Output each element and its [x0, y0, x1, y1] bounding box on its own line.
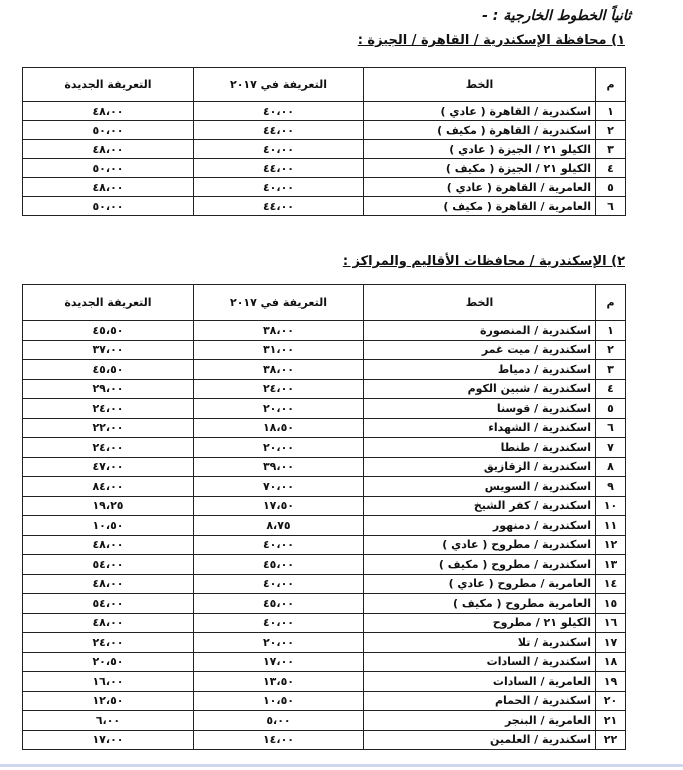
table-row — [23, 438, 626, 458]
route-name: اسكندرية / المنصورة — [364, 321, 596, 341]
old-fare: ٤٤،٠٠ — [194, 121, 364, 140]
row-index: ٥ — [596, 178, 626, 197]
scan-edge-divider — [0, 764, 683, 767]
old-fare: ٥،٠٠ — [194, 711, 364, 731]
row-index: ٢ — [596, 340, 626, 360]
old-fare: ٢٠،٠٠ — [194, 399, 364, 419]
old-fare: ٤٠،٠٠ — [194, 178, 364, 197]
new-fare: ١٩،٢٥ — [23, 496, 194, 516]
old-fare: ١٠،٥٠ — [194, 691, 364, 711]
fare-table-governorates — [22, 284, 626, 750]
new-fare: ٤٨،٠٠ — [23, 574, 194, 594]
new-fare: ٥٤،٠٠ — [23, 594, 194, 614]
old-fare: ٢٠،٠٠ — [194, 633, 364, 653]
new-fare: ٥٠،٠٠ — [23, 159, 194, 178]
old-fare: ١٤،٠٠ — [194, 730, 364, 750]
route-name: اسكندرية / السادات — [364, 652, 596, 672]
row-index: ٨ — [596, 457, 626, 477]
fare-table-cairo-giza — [22, 67, 626, 216]
old-fare: ٢٤،٠٠ — [194, 379, 364, 399]
old-fare: ٣٩،٠٠ — [194, 457, 364, 477]
row-index: ١٨ — [596, 652, 626, 672]
route-name: اسكندرية / مطروح ( مكيف ) — [364, 555, 596, 575]
row-index: ١٥ — [596, 594, 626, 614]
old-fare: ١٧،٥٠ — [194, 496, 364, 516]
route-name: العامرية / مطروح ( عادي ) — [364, 574, 596, 594]
row-index: ٥ — [596, 399, 626, 419]
route-name: اسكندرية / طنطا — [364, 438, 596, 458]
new-fare: ٤٥،٥٠ — [23, 321, 194, 341]
route-name: اسكندرية / الشهداء — [364, 418, 596, 438]
table-header-row — [23, 285, 626, 321]
table-row — [23, 555, 626, 575]
route-name: اسكندرية / دمنهور — [364, 516, 596, 536]
row-index: ١٧ — [596, 633, 626, 653]
table-row — [23, 321, 626, 341]
new-fare: ٤٨،٠٠ — [23, 535, 194, 555]
header-new-fare: التعريفة الجديدة — [23, 68, 194, 102]
route-name: العامرية / البنجر — [364, 711, 596, 731]
row-index: ١ — [596, 321, 626, 341]
section1-heading: ١) محافظة الإسكندرية / القاهرة / الجيزة : — [357, 33, 625, 48]
route-name: اسكندرية / تلا — [364, 633, 596, 653]
table-row — [23, 197, 626, 216]
header-idx: م — [596, 68, 626, 102]
table-row — [23, 672, 626, 692]
new-fare: ١٢،٥٠ — [23, 691, 194, 711]
route-name: اسكندرية / دمياط — [364, 360, 596, 380]
old-fare: ٨،٧٥ — [194, 516, 364, 536]
row-index: ٧ — [596, 438, 626, 458]
route-name: اسكندرية / الزقازيق — [364, 457, 596, 477]
row-index: ٢٢ — [596, 730, 626, 750]
old-fare: ٤٠،٠٠ — [194, 102, 364, 121]
old-fare: ٧٠،٠٠ — [194, 477, 364, 497]
row-index: ٩ — [596, 477, 626, 497]
route-name: العامرية مطروح ( مكيف ) — [364, 594, 596, 614]
header-idx: م — [596, 285, 626, 321]
route-name: العامرية / القاهرة ( عادي ) — [364, 178, 596, 197]
new-fare: ٤٥،٥٠ — [23, 360, 194, 380]
table-row — [23, 594, 626, 614]
row-index: ٢٠ — [596, 691, 626, 711]
table-row — [23, 340, 626, 360]
row-index: ٣ — [596, 360, 626, 380]
new-fare: ٥٠،٠٠ — [23, 197, 194, 216]
table-row — [23, 516, 626, 536]
row-index: ٣ — [596, 140, 626, 159]
new-fare: ٢٤،٠٠ — [23, 399, 194, 419]
new-fare: ٢٤،٠٠ — [23, 438, 194, 458]
row-index: ١٢ — [596, 535, 626, 555]
header-new-fare: التعريفة الجديدة — [23, 285, 194, 321]
route-name: الكيلو ٢١ / مطروح — [364, 613, 596, 633]
table-row — [23, 399, 626, 419]
old-fare: ٤٠،٠٠ — [194, 535, 364, 555]
route-name: اسكندرية / القاهرة ( عادي ) — [364, 102, 596, 121]
route-name: اسكندرية / قوسنا — [364, 399, 596, 419]
old-fare: ٤٥،٠٠ — [194, 555, 364, 575]
table-row — [23, 535, 626, 555]
new-fare: ٣٧،٠٠ — [23, 340, 194, 360]
new-fare: ١٦،٠٠ — [23, 672, 194, 692]
old-fare: ١٣،٥٠ — [194, 672, 364, 692]
row-index: ١٦ — [596, 613, 626, 633]
new-fare: ٤٧،٠٠ — [23, 457, 194, 477]
new-fare: ١٧،٠٠ — [23, 730, 194, 750]
page-title: ثانياً الخطوط الخارجية : - — [482, 8, 631, 24]
new-fare: ٤٨،٠٠ — [23, 102, 194, 121]
row-index: ١١ — [596, 516, 626, 536]
row-index: ٢١ — [596, 711, 626, 731]
table-row — [23, 457, 626, 477]
row-index: ١ — [596, 102, 626, 121]
route-name: اسكندرية / القاهرة ( مكيف ) — [364, 121, 596, 140]
header-route: الخط — [364, 68, 596, 102]
table-row — [23, 496, 626, 516]
route-name: الكيلو ٢١ / الجيزة ( مكيف ) — [364, 159, 596, 178]
route-name: اسكندرية / مطروح ( عادي ) — [364, 535, 596, 555]
route-name: اسكندرية / الحمام — [364, 691, 596, 711]
old-fare: ٣٨،٠٠ — [194, 321, 364, 341]
table-row — [23, 691, 626, 711]
new-fare: ٦،٠٠ — [23, 711, 194, 731]
row-index: ٤ — [596, 159, 626, 178]
table-row — [23, 360, 626, 380]
route-name: اسكندرية / العلمين — [364, 730, 596, 750]
table-row — [23, 102, 626, 121]
table-row — [23, 159, 626, 178]
old-fare: ٤٠،٠٠ — [194, 140, 364, 159]
new-fare: ٢٩،٠٠ — [23, 379, 194, 399]
table-row — [23, 477, 626, 497]
route-name: اسكندرية / شبين الكوم — [364, 379, 596, 399]
new-fare: ٤٨،٠٠ — [23, 140, 194, 159]
row-index: ١٤ — [596, 574, 626, 594]
table-row — [23, 379, 626, 399]
new-fare: ٢٢،٠٠ — [23, 418, 194, 438]
row-index: ١٩ — [596, 672, 626, 692]
table-row — [23, 613, 626, 633]
old-fare: ١٧،٠٠ — [194, 652, 364, 672]
old-fare: ٤٥،٠٠ — [194, 594, 364, 614]
table-row — [23, 121, 626, 140]
table-row — [23, 711, 626, 731]
row-index: ١٠ — [596, 496, 626, 516]
route-name: الكيلو ٢١ / الجيزة ( عادي ) — [364, 140, 596, 159]
table-row — [23, 418, 626, 438]
row-index: ٢ — [596, 121, 626, 140]
table-body — [23, 321, 626, 750]
new-fare: ٢٠،٥٠ — [23, 652, 194, 672]
old-fare: ٢٠،٠٠ — [194, 438, 364, 458]
row-index: ٦ — [596, 197, 626, 216]
table-row — [23, 140, 626, 159]
row-index: ٦ — [596, 418, 626, 438]
section2-heading: ٢) الإسكندرية / محافظات الأقاليم والمراكز : — [342, 254, 625, 269]
old-fare: ١٨،٥٠ — [194, 418, 364, 438]
table-row — [23, 633, 626, 653]
new-fare: ٥٠،٠٠ — [23, 121, 194, 140]
table-row — [23, 178, 626, 197]
route-name: اسكندرية / كفر الشيخ — [364, 496, 596, 516]
route-name: العامرية / السادات — [364, 672, 596, 692]
row-index: ١٣ — [596, 555, 626, 575]
header-old-fare: التعريفة في ٢٠١٧ — [194, 285, 364, 321]
header-route: الخط — [364, 285, 596, 321]
new-fare: ٨٤،٠٠ — [23, 477, 194, 497]
old-fare: ٤٤،٠٠ — [194, 197, 364, 216]
table-row — [23, 574, 626, 594]
old-fare: ٤٠،٠٠ — [194, 613, 364, 633]
old-fare: ٤٤،٠٠ — [194, 159, 364, 178]
new-fare: ٢٤،٠٠ — [23, 633, 194, 653]
route-name: اسكندرية / ميت غمر — [364, 340, 596, 360]
route-name: العامرية / القاهرة ( مكيف ) — [364, 197, 596, 216]
new-fare: ٤٨،٠٠ — [23, 178, 194, 197]
new-fare: ٤٨،٠٠ — [23, 613, 194, 633]
route-name: اسكندرية / السويس — [364, 477, 596, 497]
old-fare: ٣١،٠٠ — [194, 340, 364, 360]
table-row — [23, 730, 626, 750]
table-header-row — [23, 68, 626, 102]
table-body — [23, 102, 626, 216]
table-row — [23, 652, 626, 672]
new-fare: ٥٤،٠٠ — [23, 555, 194, 575]
header-old-fare: التعريفة في ٢٠١٧ — [194, 68, 364, 102]
row-index: ٤ — [596, 379, 626, 399]
old-fare: ٤٠،٠٠ — [194, 574, 364, 594]
new-fare: ١٠،٥٠ — [23, 516, 194, 536]
old-fare: ٣٨،٠٠ — [194, 360, 364, 380]
